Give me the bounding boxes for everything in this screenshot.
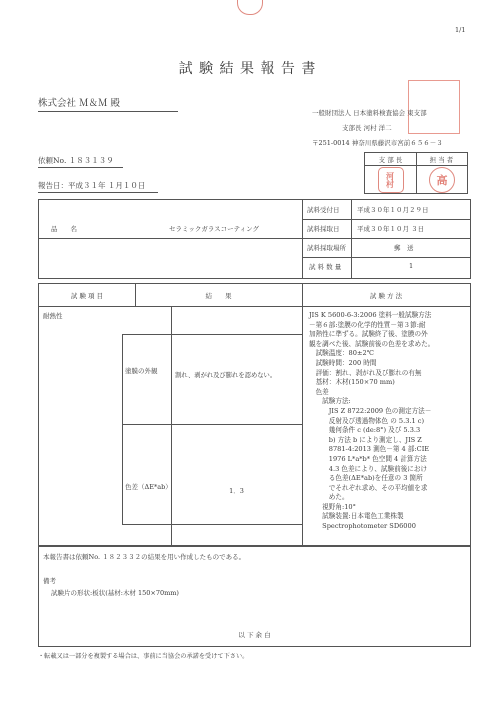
footer-note: ・転載又は一部分を複製する場合は、事前に当協会の承諾を受けて下さい。	[38, 653, 249, 660]
qty-label: 試 料 数 量	[309, 263, 342, 271]
note-1: 本報告書は依頼No. １８２３３２の結果を用い作成したものである。	[43, 553, 246, 561]
method-line: JIS Z 8722:2009 色の測定方法－	[309, 406, 432, 415]
recipient: 株式会社 Ｍ＆Ｍ 殿	[38, 98, 121, 109]
method-line: －第６部:塗膜の化学的性質－第３節:耐	[309, 320, 426, 329]
issuer-line3: 〒251-0014 神奈川県藤沢市宮前６５６－３	[312, 139, 443, 147]
method-line: 試験方法:	[309, 397, 351, 406]
method-line: めた。	[309, 493, 349, 502]
method-line: JIS K 5600-6-3:2006 塗料一般試験方法	[309, 311, 432, 319]
sub-item-appearance: 塗膜の外観	[125, 367, 158, 375]
place-value: 郵 送	[394, 244, 414, 252]
page-number: 1/1	[455, 26, 466, 34]
staff-stamp: 高	[429, 167, 455, 193]
method-line: 反射及び透過物体色 の 5.3.1 c)	[309, 416, 425, 425]
approval-head-1: 支 部 長	[378, 156, 403, 164]
col-header-result: 結 果	[205, 292, 232, 300]
method-line: でそれぞれ求め、その平均値を求	[309, 483, 428, 492]
recipient-underline	[38, 111, 178, 112]
issuer-line1: 一般財団法人 日本塗料検査協会 東支部	[312, 109, 427, 117]
collected-label: 試料採取日	[307, 225, 340, 233]
method-line: 色差	[309, 387, 329, 396]
col-header-method: 試 験 方 法	[369, 292, 403, 300]
method-line: 試験温度：80±2℃	[309, 349, 375, 358]
method-line: 試験装置:日本電色工業株製	[309, 512, 404, 521]
method-line: 加熱性に準ずる。試験終了後、塗膜の外	[309, 330, 428, 339]
qty-value: 1	[409, 262, 414, 270]
method-line: 1976 L*a*b* 色空間 4 計算方法	[309, 454, 427, 463]
issuer-line2: 支部長 河村 洋二	[342, 124, 392, 132]
test-method-text	[309, 311, 469, 532]
report-date: 報告日：平成３１年 １月１０日	[38, 181, 146, 190]
received-value: 平成３０年１０月２９日	[357, 206, 429, 214]
collected-value: 平成３０年１０月 ３日	[357, 225, 425, 233]
logo-mark	[237, 0, 263, 15]
method-line: 幾何条件 c (de:8°) 及び 5.3.3	[309, 426, 421, 435]
report-number: 依頼No. １８３１３９	[38, 156, 114, 165]
method-line: 試験時間：200 時間	[309, 358, 377, 367]
method-line: Spectrophotometer SD6000	[309, 522, 416, 531]
method-line: b) 方法 b により測定し、JIS Z	[309, 435, 422, 444]
product-label: 品 名	[51, 225, 77, 233]
end-text: 以 下 余 白	[238, 631, 271, 639]
test-item: 耐熱性	[43, 312, 63, 320]
remarks-label: 備考	[43, 577, 56, 585]
product-value: セラミックガラスコーティング	[169, 225, 260, 233]
remarks-text: 試験片の形状:板状(基材:木材 150×70mm)	[51, 589, 179, 597]
chief-stamp: 河村	[378, 167, 404, 193]
method-line: 基材：木材(150×70 mm)	[309, 378, 395, 387]
method-line: 評価：割れ、剥がれ及び膨れの有無	[309, 368, 422, 377]
result-color-diff: 1．3	[229, 487, 244, 495]
method-line: 視野角:10°	[309, 502, 356, 511]
method-line: 観を調べた後、試験前後の色差を求めた。	[309, 339, 435, 348]
received-label: 試料受付日	[307, 206, 340, 214]
approval-head-2: 担 当 者	[429, 156, 454, 164]
result-appearance: 割れ、剥がれ及び膨れを認めない。	[175, 372, 277, 379]
issuer-seal	[408, 80, 460, 134]
info-table	[38, 199, 471, 279]
method-line: 4.3 色差により、試験前後におけ	[309, 464, 428, 473]
place-label: 試料採取場所	[307, 244, 346, 252]
col-header-item: 試 験 項 目	[70, 292, 104, 300]
method-line: 8781-4:2013 測色－第 4 部:CIE	[309, 445, 430, 454]
page-title: 試 験 結 果 報 告 書	[178, 61, 317, 77]
method-line: る色差(ΔE*ab)を任意の 3 箇所	[309, 474, 423, 483]
notes-box	[38, 545, 471, 647]
sub-item-color-diff: 色差（ΔE*ab）	[125, 483, 172, 491]
approval-box	[364, 152, 468, 194]
